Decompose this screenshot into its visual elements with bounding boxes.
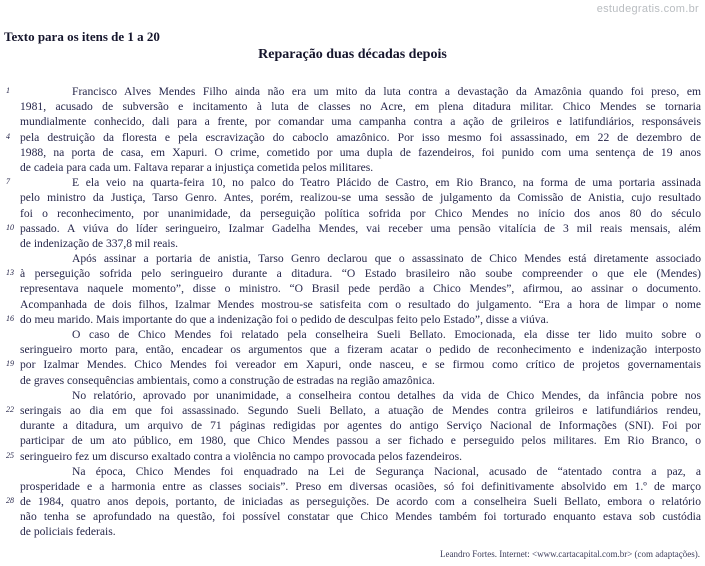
text-line <box>20 297 701 312</box>
line-number: 28 <box>6 496 14 506</box>
text-line-content: seringueiro morto para, então, encadear os argumentos que a fizeram acatar o pedido de reconhecimento e indenização interposto <box>20 343 701 357</box>
line-number: 25 <box>6 450 14 460</box>
text-line-content: 1988, na porta de casa, em Xapuri. O crime, cometido por uma dupla de fazendeiros, foi punido com uma sentença de 19 anos <box>20 145 701 159</box>
text-line-content: mundialmente conhecido, dali para a frente, por comandar uma campanha contra a ação de grileiros e latifundiários, responsáveis <box>20 115 701 129</box>
text-line-content: de cadeia para cada um. Faltava reparar a injustiça cometida pelos militares. <box>20 160 374 174</box>
text-line-content: durante a ditadura, um arquivo de 71 páginas redigidas por agentes do antigo Serviço Nacional de Informações (SNI). Foi por <box>20 419 701 433</box>
text-line-content: Após assinar a portaria de anistia, Tarso Genro declarou que o assassinato de Chico Mendes está diretamente associado <box>72 252 701 266</box>
line-number: 1 <box>6 86 10 95</box>
text-line <box>20 433 701 448</box>
text-line <box>6 130 701 145</box>
text-line <box>20 388 701 403</box>
text-line <box>20 281 701 296</box>
text-line-content: prosperidade e a harmonia entre as classes sociais”. Preso em diversas ocasiões, só foi definitivamente absolvido em 1.º de março <box>20 479 701 493</box>
text-line-content: seringueiro fez um discurso exaltado contra a violência no campo provocada pelos fazendeiros. <box>20 449 463 463</box>
text-line-content: Na época, Chico Mendes foi enquadrado na Lei de Segurança Nacional, acusado de “atentado contra a paz, a <box>72 464 701 478</box>
text-line-content: por Izalmar Mendes. Chico Mendes foi vereador em Xapuri, onde nasceu, e se firmou como crítico de projetos governamentais <box>20 358 701 372</box>
text-line <box>20 418 701 433</box>
text-line <box>6 494 701 509</box>
text-line <box>6 357 701 372</box>
text-line <box>20 251 701 266</box>
text-line-content: O caso de Chico Mendes foi relatado pela conselheira Sueli Bellato. Emocionada, ela disse ter lido muito sobre o <box>72 328 701 341</box>
text-reference-label: Texto para os itens de 1 a 20 <box>4 29 160 44</box>
text-line <box>6 312 701 327</box>
text-line-content: No relatório, aprovado por unanimidade, a conselheira contou detalhes da vida de Chico Mendes, da infância pobre nos <box>72 388 701 402</box>
text-line-content: de indenização de 337,8 mil reais. <box>20 236 179 250</box>
text-line <box>20 327 701 342</box>
line-number: 16 <box>6 313 14 323</box>
text-line-content: foi o reconhecimento, por unanimidade, da perseguição política sofrida por Chico Mendes no início dos anos 80 do século <box>20 206 701 220</box>
text-line-content: E ela veio na quarta-feira 10, no palco do Teatro Plácido de Castro, em Rio Branco, na forma de uma portaria assinada <box>72 176 701 190</box>
text-line <box>20 509 701 524</box>
text-line-content: representava naquele momento”, disse o ministro. “O Brasil pede perdão a Chico Mendes”, afirmou, ao assinar o documento. <box>20 282 701 296</box>
line-number: 7 <box>6 177 10 187</box>
source-credit: Leandro Fortes. Internet: <www.cartacapital.com.br> (com adaptações). <box>440 549 700 559</box>
text-line-content: Francisco Alves Mendes Filho ainda não era um mito da luta contra a devastação da Amazônia quando foi preso, em <box>72 85 701 98</box>
text-line-content: de policiais federais. <box>20 525 116 539</box>
text-line <box>6 175 701 190</box>
text-line-content: pela destruição da floresta e pela escravização do caboclo amazônico. Por isso mesmo foi assassinado, em 22 de dezembro de <box>20 130 701 144</box>
text-line-content: do meu marido. Mais importante do que a indenização foi o pedido de desculpas feito pelo Estado”, disse a viúva. <box>20 312 549 326</box>
text-line <box>20 190 701 205</box>
text-line <box>6 266 701 281</box>
text-line <box>6 84 701 99</box>
text-line-content: pelo ministro da Justiça, Tarso Genro. Antes, porém, realizou-se uma sessão de julgamento da Comissão de Anistia, cujo resultado <box>20 191 701 205</box>
article-title: Reparação duas décadas depois <box>258 47 447 62</box>
text-line <box>20 145 701 160</box>
line-number: 4 <box>6 131 10 141</box>
text-line <box>6 449 701 464</box>
text-body <box>6 84 701 540</box>
text-line <box>6 221 701 236</box>
text-line-content: de graves consequências ambientais, como a construção de estradas na região amazônica. <box>20 373 435 387</box>
text-line-content: à perseguição sofrida pelo seringueiro durante a ditadura. “O Estado brasileiro não soube compreender o que ele (Mendes) <box>20 267 701 281</box>
line-number: 22 <box>6 404 14 414</box>
text-line <box>6 403 701 418</box>
text-line-content: não tenha se aprofundado na questão, foi possível constatar que Chico Mendes também foi torturado enquanto estava sob custódia <box>20 510 701 524</box>
text-line-content: passado. A viúva do líder seringueiro, Izalmar Gadelha Mendes, vai receber uma pensão vitalícia de 3 mil reais mensais, além <box>20 221 701 235</box>
line-number: 10 <box>6 222 14 232</box>
text-line <box>20 342 701 357</box>
line-number: 19 <box>6 359 14 369</box>
text-line <box>20 114 701 129</box>
text-line-content: participar de um ato público, em 1980, que Chico Mendes passou a ser fichado e perseguido pelos militares. Em Rio Branco, o <box>20 434 701 448</box>
line-number: 13 <box>6 268 14 278</box>
text-line-content: seringais ao dia em que foi assassinado. Segundo Sueli Bellato, a atuação de Mendes contra grileiros e latifundiários rendeu, <box>20 403 701 417</box>
text-line <box>20 236 701 251</box>
watermark: estudegratis.com.br <box>596 3 699 15</box>
text-line <box>20 206 701 221</box>
text-line <box>20 479 701 494</box>
text-line <box>20 524 701 539</box>
text-line-content: de 1984, quatro anos depois, portanto, de iniciadas as perseguições. De acordo com a conselheira Sueli Bellato, embora o relatório <box>20 495 701 509</box>
text-line <box>20 99 701 114</box>
text-line <box>20 160 701 175</box>
text-line-content: 1981, acusado de subversão e incitamento à luta de classes no Acre, em plena ditadura militar. Chico Mendes se tornaria <box>20 100 701 114</box>
text-line-content: Acompanhada de dois filhos, Izalmar Mendes mostrou-se satisfeita com o resultado do julgamento. “Era a hora de limpar o nome <box>20 297 701 311</box>
text-line <box>20 373 701 388</box>
text-line <box>20 464 701 479</box>
